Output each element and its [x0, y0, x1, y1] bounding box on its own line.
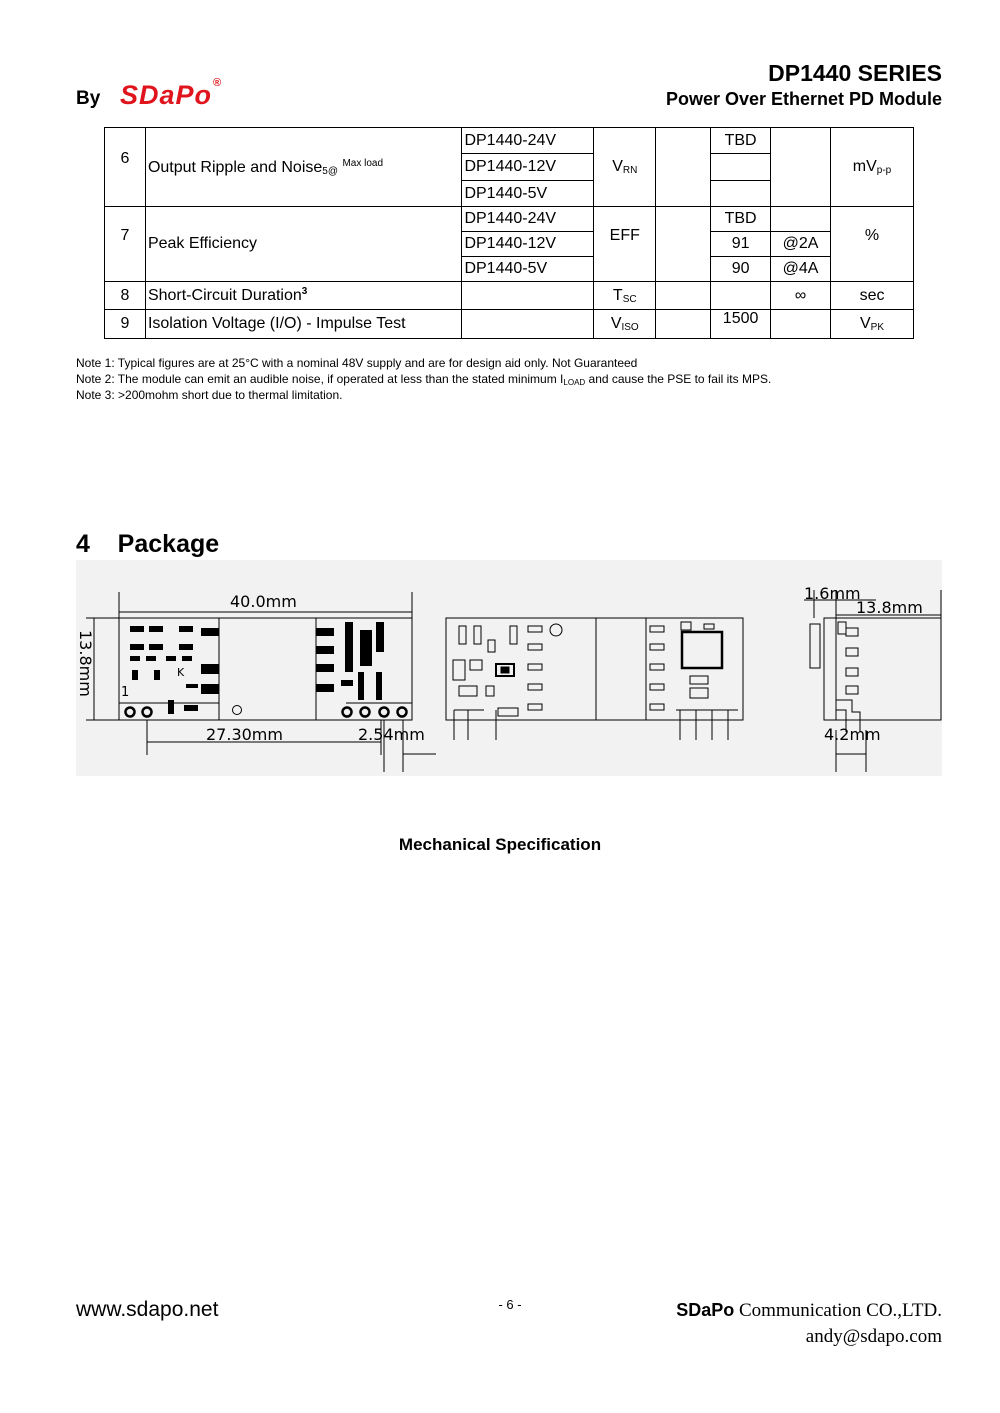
company-name — [676, 1300, 942, 1322]
param-sup: 3 — [301, 286, 308, 297]
typ-cell — [711, 181, 771, 207]
symbol-cell — [594, 310, 656, 339]
model-cell: DP1440-5V — [462, 181, 594, 207]
row-number: 6 — [105, 128, 146, 207]
unit-cell — [831, 310, 914, 339]
symbol: V — [610, 315, 622, 332]
param-cell: Isolation Voltage (I/O) - Impulse Test — [145, 310, 462, 339]
max-cell — [771, 310, 831, 339]
param-name: Output Ripple and Noise — [147, 158, 323, 176]
typ-cell: TBD — [711, 207, 771, 232]
row-number: 9 — [105, 310, 146, 339]
cond-cell: @2A — [771, 232, 831, 257]
symbol-cell: EFF — [594, 207, 656, 282]
typ-cell: TBD — [711, 128, 771, 154]
symbol-sub: SC — [622, 293, 637, 305]
model-cell — [462, 310, 594, 339]
min-cell — [656, 282, 711, 310]
dim-side-thk-label: 1.6mm — [804, 584, 861, 603]
unit-sub: PK — [870, 322, 885, 333]
param-sub: 5@ — [322, 165, 338, 177]
symbol-cell — [594, 128, 656, 207]
pin1-label: 1 — [121, 685, 130, 700]
typ-cell — [711, 154, 771, 181]
note-2-tail: and cause the PSE to fail its MPS. — [585, 372, 772, 386]
note-1: Note 1: Typical figures are at 25°C with a nominal 48V supply and are for design aid only. Not Guaranteed — [76, 356, 638, 370]
series-title: DP1440 SERIES — [768, 60, 942, 86]
registered-mark: ® — [213, 77, 223, 89]
note-2-text: Note 2: The module can emit an audible noise, if operated at less than the stated minimum I — [76, 372, 564, 386]
section-title: 4 Package — [76, 530, 220, 558]
max-cell — [771, 128, 831, 207]
model-cell: DP1440-5V — [462, 257, 594, 282]
row-number: 7 — [105, 207, 146, 282]
spec-table — [104, 127, 914, 339]
note-3: Note 3: >200mohm short due to thermal limitation. — [76, 388, 343, 402]
table-row — [105, 282, 914, 310]
product-subtitle: Power Over Ethernet PD Module — [665, 89, 942, 109]
website-link[interactable]: www.sdapo.net — [76, 1298, 219, 1321]
model-cell — [462, 282, 594, 310]
sdapo-logo — [120, 77, 223, 111]
diode-mark: K — [177, 666, 185, 679]
symbol-sub: ISO — [621, 322, 639, 333]
typ-cell: 90 — [711, 257, 771, 282]
dim-length-label: 40.0mm — [230, 592, 297, 611]
unit-sub: p-p — [876, 165, 892, 176]
model-cell: DP1440-24V — [462, 128, 594, 154]
table-row — [105, 207, 914, 232]
symbol: T — [612, 286, 623, 304]
min-cell — [656, 207, 711, 282]
dim-pitch-label: 2.54mm — [358, 725, 425, 744]
param-name: Short-Circuit Duration — [147, 287, 302, 304]
row-number: 8 — [105, 282, 146, 310]
typ-cell: 91 — [711, 232, 771, 257]
unit: mV — [852, 158, 877, 175]
param-sup: Max load — [342, 157, 384, 169]
company-brand: SDaPo — [676, 1300, 735, 1320]
page-number: - 6 - — [498, 1297, 522, 1312]
param-cell — [145, 282, 462, 310]
unit-cell — [831, 128, 914, 207]
param-cell: Peak Efficiency — [145, 207, 462, 282]
unit-cell: sec — [831, 282, 914, 310]
by-label: By — [76, 88, 101, 109]
dim-pin-label: 27.30mm — [206, 725, 283, 744]
max-cell: ∞ — [771, 282, 831, 310]
logo-text: SDaPo — [120, 80, 213, 110]
symbol-cell — [594, 282, 656, 310]
email-link[interactable]: andy@sdapo.com — [805, 1326, 942, 1347]
note-2 — [76, 372, 771, 387]
dim-side-h-label: 13.8mm — [856, 598, 923, 617]
side-view-outline — [824, 618, 941, 720]
table-row — [105, 128, 914, 154]
min-cell — [656, 128, 711, 207]
model-cell: DP1440-12V — [462, 232, 594, 257]
mechanical-drawing — [76, 560, 942, 776]
symbol: V — [612, 158, 623, 175]
dim-side-w-label: 4.2mm — [824, 725, 881, 744]
model-cell: DP1440-12V — [462, 154, 594, 181]
note-2-sub: LOAD — [563, 378, 586, 387]
typ-cell — [711, 282, 771, 310]
model-cell: DP1440-24V — [462, 207, 594, 232]
dim-height-label: 13.8mm — [76, 630, 95, 697]
symbol-sub: RN — [622, 165, 638, 176]
cond-cell — [771, 207, 831, 232]
table-row — [105, 310, 914, 339]
unit-cell: % — [831, 207, 914, 282]
unit: V — [860, 315, 871, 332]
company-rest: Communication CO.,LTD. — [734, 1300, 942, 1321]
min-cell — [656, 310, 711, 339]
typ-cell: 1500 — [711, 310, 771, 339]
figure-caption: Mechanical Specification — [398, 835, 602, 854]
param-cell — [145, 128, 462, 207]
cond-cell: @4A — [771, 257, 831, 282]
